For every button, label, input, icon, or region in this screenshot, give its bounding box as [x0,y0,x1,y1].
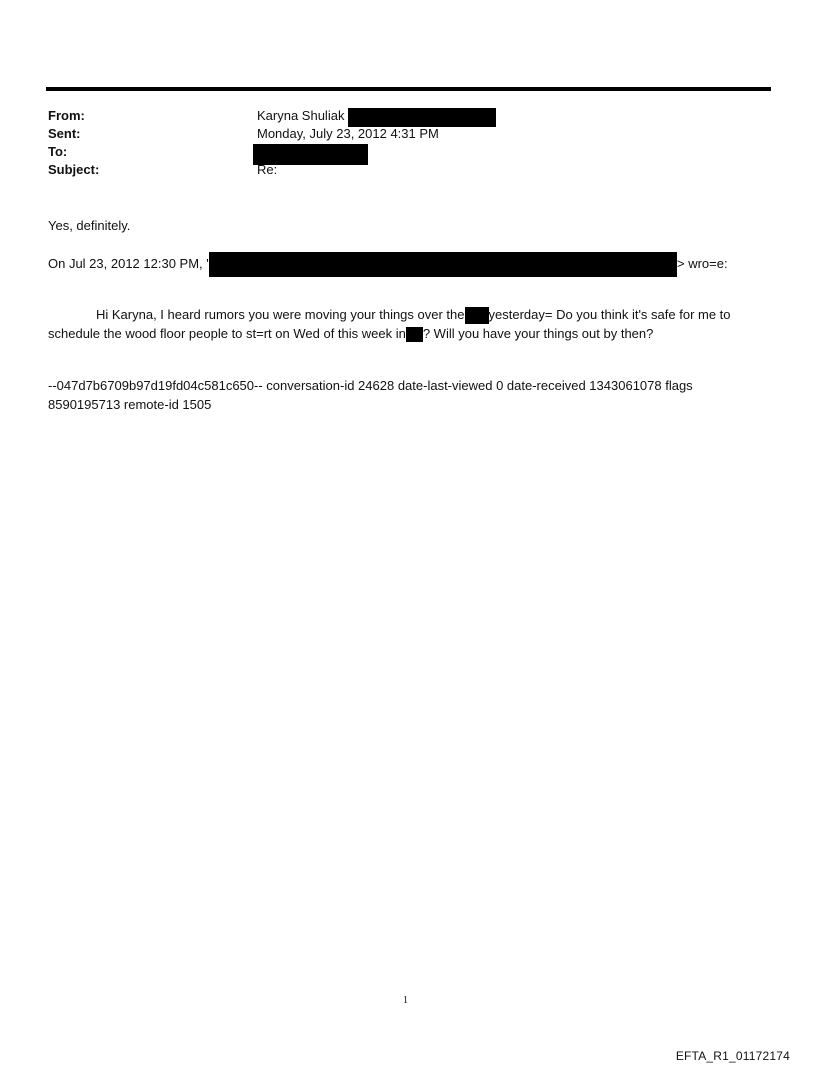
metadata-text: --047d7b6709b97d19fd04c581c650-- conversation-id 24628 date-last-viewed 0 date-received 1343061078 flags 8590195713 remote-id 1505 [48,378,693,412]
from-label: From: [48,108,85,123]
subject-label: Subject: [48,162,100,177]
quote-intro-suffix: > wro=e: [677,256,728,271]
subject-value: Re: [257,162,278,177]
reply-text: Yes, definitely. [48,218,131,233]
quoted-message [48,305,768,343]
quoted-part3: ? Will you have your things out by then? [422,326,654,342]
sent-value: Monday, July 23, 2012 4:31 PM [257,126,439,141]
redaction-sender [209,252,677,277]
quoted-part2: yesterday= Do you think it's safe for me to schedule the wood floor people to st=rt on Wed of this week in [48,307,731,342]
redaction-place-2 [406,327,423,342]
to-label: To: [48,144,68,159]
quote-intro [48,254,209,273]
from-value [257,107,344,125]
page-number: 1 [403,995,408,1006]
quote-intro-prefix: On Jul 23, 2012 12:30 PM, ' [48,256,209,271]
quoted-part1: Hi Karyna, I heard rumors you were moving your things over the [96,307,465,322]
sent-label: Sent: [48,126,81,141]
from-name: Karyna Shuliak [257,108,345,123]
header-divider [46,87,771,91]
redaction-place-1 [465,307,489,324]
document-id: EFTA_R1_01172174 [675,1049,790,1063]
